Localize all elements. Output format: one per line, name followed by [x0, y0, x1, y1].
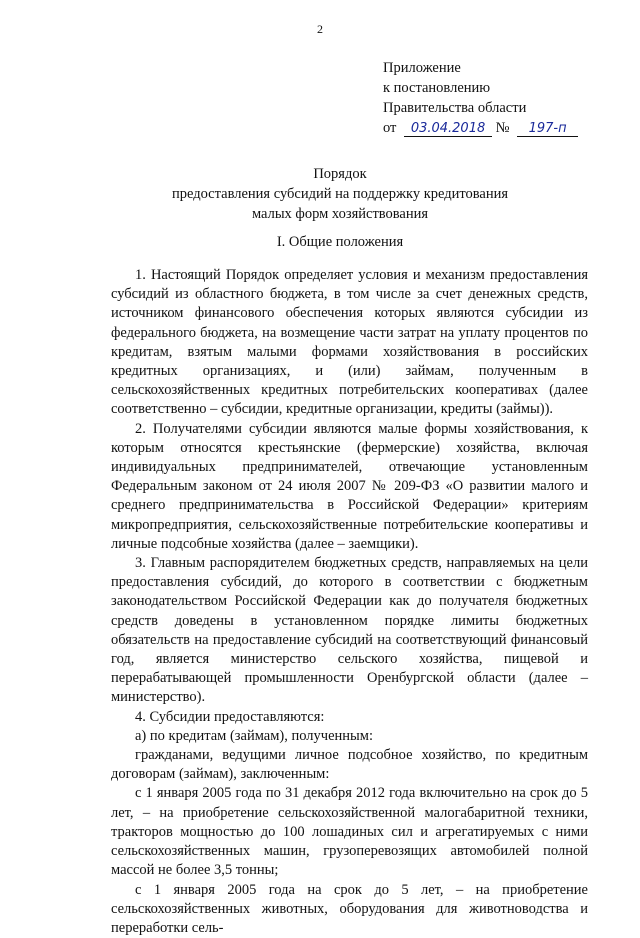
appendix-line-3: Правительства области: [383, 98, 578, 118]
paragraph-4: 4. Субсидии предоставляются:: [111, 708, 588, 727]
paragraph-4a: а) по кредитам (займам), полученным:: [111, 727, 588, 746]
paragraph-2: 2. Получателями субсидии являются малые формы хозяйствования, к которым относятся крестьянские (фермерские) хозяйства, включая индивидуальных предпринимателей, отвечающие установленным Федеральным законом от 24 июля 2007 № 209-ФЗ «О развитии малого и среднего предпринимательства в Российской Федерации» критериям микропредприятия, сельскохозяйственные потребительские кооперативы и личные подсобные хозяйства (далее – заемщики).: [111, 420, 588, 554]
appendix-line-2: к постановлению: [383, 78, 578, 98]
paragraph-term-2005: с 1 января 2005 года на срок до 5 лет, – на приобретение сельскохозяйственных животных, оборудования для животноводства и переработки сель-: [111, 881, 588, 938]
section-heading: I. Общие положения: [0, 234, 640, 251]
paragraph-term-2005-2012: с 1 января 2005 года по 31 декабря 2012 года включительно на срок до 5 лет, – на приобретение сельскохозяйственной малогабаритной техники, тракторов мощностью до 100 лошадиных сил и агрегатируемых с ними сельскохозяйственных машин, грузоперевозящих автомобилей полной массой не более 3,5 тонны;: [111, 784, 588, 880]
appendix-line-1: Приложение: [383, 58, 578, 78]
handwritten-number: 197-п: [517, 121, 578, 137]
appendix-date-line: [383, 118, 578, 138]
title-line-3: малых форм хозяйствования: [0, 204, 640, 224]
appendix-block: [383, 58, 578, 138]
number-label: №: [496, 120, 510, 136]
paragraph-1: 1. Настоящий Порядок определяет условия и механизм предоставления субсидий из областного бюджета, в том числе за счет денежных средств, источником финансового обеспечения которых являются субсидии из федерального бюджета, на возмещение части затрат на уплату процентов по кредитам, взятым малыми формами хозяйствования в российских кредитных организациях, и (или) займам, полученным в сельскохозяйственных кредитных потребительских кооперативах (далее соответственно – субсидии, кредитные организации, кредиты (займы)).: [111, 266, 588, 420]
document-title: [0, 164, 640, 224]
title-line-2: предоставления субсидий на поддержку кредитования: [0, 184, 640, 204]
page-number: 2: [0, 22, 640, 37]
handwritten-date: 03.04.2018: [404, 121, 492, 137]
title-line-1: Порядок: [0, 164, 640, 184]
paragraph-citizens: гражданами, ведущими личное подсобное хозяйство, по кредитным договорам (займам), заключенным:: [111, 746, 588, 784]
document-body: [111, 266, 588, 938]
from-label: от: [383, 120, 396, 136]
paragraph-3: 3. Главным распорядителем бюджетных средств, направляемых на цели предоставления субсидий, до которого в соответствии с бюджетным законодательством Российской Федерации как до получателя бюджетных средств доведены в установленном порядке лимиты бюджетных обязательств на предоставление субсидий на соответствующий финансовый год, является министерство сельского хозяйства, пищевой и перерабатывающей промышленности Оренбургской области (далее – министерство).: [111, 554, 588, 708]
